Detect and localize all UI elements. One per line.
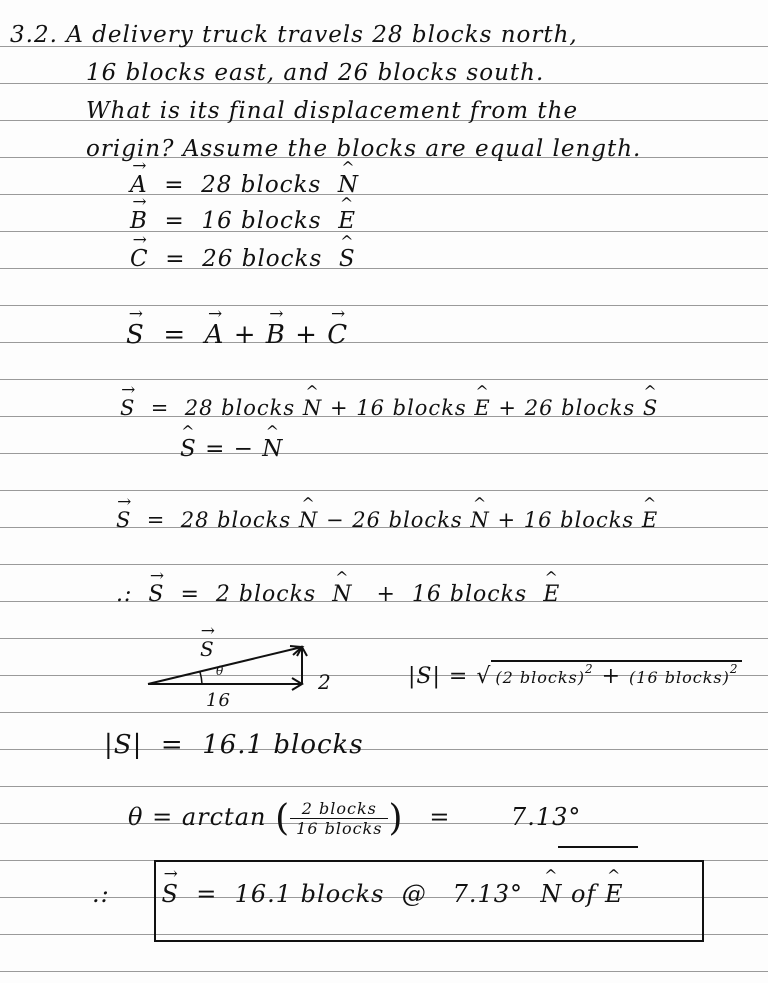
radicand-term-1: (2 blocks): [495, 668, 585, 687]
expanded-equation: [120, 396, 658, 420]
expanded-a: 28 blocks: [184, 396, 296, 420]
vector-b-equals: =: [164, 208, 185, 234]
sum-term-c: → C: [327, 320, 348, 350]
combined-c-unit: ^ E: [642, 508, 658, 532]
angle-equation: [128, 798, 581, 839]
vector-a-value: 28 blocks: [201, 172, 322, 198]
problem-line-3: What is its final displacement from the: [86, 98, 579, 124]
combined-b-unit: ^ N: [470, 508, 489, 532]
angle-denominator: 16 blocks: [296, 819, 383, 838]
combined-plus: +: [497, 508, 517, 532]
result-plus: +: [376, 582, 396, 607]
angle-fraction: [290, 799, 388, 838]
vector-c-value: 26 blocks: [202, 246, 323, 272]
result-b: 16 blocks: [411, 582, 528, 607]
expanded-lhs: → S: [120, 396, 135, 420]
angle-arctan: = arctan: [152, 803, 267, 831]
radicand: [491, 660, 742, 689]
final-at: @: [401, 880, 427, 908]
radicand-exp-1: 2: [584, 662, 594, 676]
angle-numerator: 2 blocks: [290, 799, 388, 819]
combined-equals: =: [146, 508, 166, 532]
sum-term-b: → B: [266, 320, 286, 350]
final-therefore: .:: [92, 880, 110, 908]
final-dir-1: ^ N: [540, 880, 562, 908]
expanded-b-unit: ^ E: [474, 396, 490, 420]
combined-equation: [116, 508, 658, 532]
sqrt-icon: √: [476, 664, 492, 689]
problem-line-4: origin? Assume the blocks are equal length.: [86, 136, 642, 162]
sum-equals: =: [163, 320, 187, 350]
expanded-c-unit: ^ S: [643, 396, 658, 420]
vector-b-line: [130, 208, 356, 234]
vector-c-line: [130, 246, 356, 272]
diagram-vector-label: [200, 637, 215, 661]
result-a: 2 blocks: [215, 582, 317, 607]
vector-b-symbol: → B: [130, 208, 148, 234]
angle-underline: [558, 846, 638, 848]
expanded-plus-2: +: [498, 396, 518, 420]
expanded-a-unit: ^ N: [303, 396, 322, 420]
final-equals: =: [196, 880, 218, 908]
diagram-base-label: 16: [206, 690, 231, 711]
diagram-s-symbol: → S: [200, 637, 215, 661]
vector-c-unit: ^ S: [339, 246, 356, 272]
sum-plus-2: +: [295, 320, 318, 350]
expanded-b: 16 blocks: [356, 396, 467, 420]
problem-line-1: [10, 22, 578, 48]
south-identity-lhs: ^ S: [180, 436, 197, 462]
result-equation: [116, 582, 560, 607]
combined-a-unit: ^ N: [299, 508, 318, 532]
vector-triangle-diagram: [140, 625, 340, 720]
sum-equation: [126, 320, 348, 350]
expanded-equals: =: [150, 396, 170, 420]
magnitude-formula-lhs: |S| =: [408, 664, 469, 689]
result-therefore: .:: [116, 582, 133, 607]
vector-a-symbol: → A: [130, 172, 148, 198]
final-answer: [92, 880, 623, 908]
radicand-plus: +: [601, 664, 622, 689]
combined-b: 26 blocks: [352, 508, 463, 532]
result-a-unit: ^ N: [332, 582, 352, 607]
final-angle: 7.13°: [452, 880, 524, 908]
sum-term-a: → A: [205, 320, 225, 350]
combined-lhs: → S: [116, 508, 131, 532]
diagram-side-label: 2: [318, 670, 332, 694]
vector-b-unit: ^ E: [338, 208, 356, 234]
vector-a-line: [130, 172, 359, 198]
south-identity-rhs: = −: [205, 436, 254, 462]
right-paren-icon: ): [388, 798, 404, 839]
magnitude-result-lhs: |S|: [104, 730, 143, 760]
sum-plus-1: +: [233, 320, 257, 350]
combined-a: 28 blocks: [180, 508, 292, 532]
angle-value: 7.13°: [510, 803, 582, 831]
south-identity-unit: ^ N: [262, 436, 283, 462]
vector-a-equals: =: [164, 172, 185, 198]
radicand-term-2: (16 blocks): [629, 668, 730, 687]
radicand-exp-2: 2: [729, 662, 739, 676]
left-paren-icon: (: [275, 798, 291, 839]
combined-c: 16 blocks: [523, 508, 635, 532]
final-lhs: → S: [162, 880, 179, 908]
problem-number: 3.2.: [10, 22, 58, 48]
sum-lhs: → S: [126, 320, 145, 350]
vector-c-equals: =: [165, 246, 186, 272]
angle-equals: =: [429, 803, 451, 831]
final-dir-2: ^ E: [605, 880, 624, 908]
vector-a-unit: ^ N: [338, 172, 359, 198]
problem-text-1: A delivery truck travels 28 blocks north,: [66, 22, 578, 48]
vector-c-symbol: → C: [130, 246, 149, 272]
combined-minus: −: [325, 508, 345, 532]
expanded-c: 26 blocks: [524, 396, 636, 420]
result-equals: =: [180, 582, 200, 607]
problem-line-2: 16 blocks east, and 26 blocks south.: [86, 60, 545, 86]
diagram-angle-label: θ: [216, 664, 225, 678]
south-identity: [180, 436, 283, 462]
magnitude-result: [104, 730, 364, 760]
magnitude-formula: [408, 660, 742, 689]
vector-b-value: 16 blocks: [201, 208, 322, 234]
final-of: of: [570, 880, 597, 908]
result-lhs: → S: [148, 582, 164, 607]
magnitude-result-equals: =: [160, 730, 184, 760]
result-b-unit: ^ E: [543, 582, 560, 607]
magnitude-result-value: 16.1 blocks: [202, 730, 364, 760]
angle-theta: θ: [128, 803, 144, 831]
expanded-plus-1: +: [329, 396, 349, 420]
final-magnitude: 16.1 blocks: [234, 880, 385, 908]
